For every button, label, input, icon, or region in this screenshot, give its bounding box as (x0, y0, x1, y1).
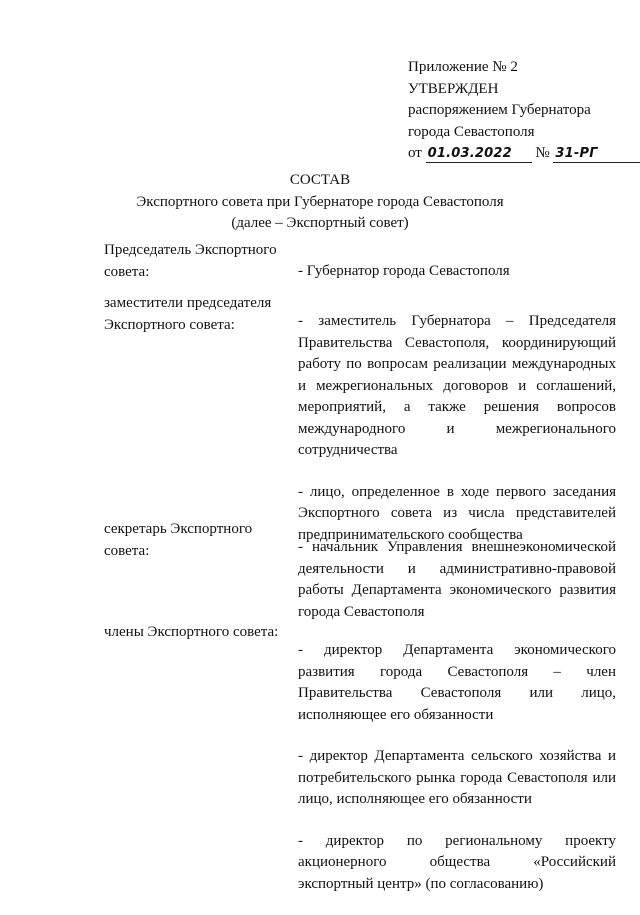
members-list (298, 261, 616, 303)
member-item: - директор Департамента сельского хозяйства и потребительского рынка города Севастополя или лицо, исполняющее его обязанности (298, 748, 616, 807)
approved-by-line-1: распоряжением Губернатора (408, 102, 591, 118)
role-label: Председатель Экспортного совета: (104, 242, 277, 280)
handwritten-number: 31-РГ (553, 145, 640, 163)
member-item: - заместитель Губернатора – Председателя Правительства Севастополя, координирующий работу по вопросам реализации международных и межрегиональных договоров и соглашений, мероприятий, а также решения вопросов международного и межрегионального сотрудничества (298, 313, 616, 458)
date-number-line (408, 143, 628, 165)
member-item: - лицо, определенное в ходе первого заседания Экспортного совета из числа представителей предпринимательского сообщества (298, 483, 616, 543)
member-item: - Губернатор города Севастополя (298, 263, 510, 279)
approval-block (408, 57, 628, 165)
member-item: - директор Департамента экономического развития города Севастополя – член Правительства Севастополя или лицо, исполняющее его обязанности (298, 642, 616, 723)
document-subtitle-1: Экспортного совета при Губернаторе города Севастополя (136, 193, 504, 210)
members-list (298, 537, 616, 643)
member-item: - начальник Управления внешнеэкономической деятельности и административно-правовой работы Департамента экономического развития города Севастополя (298, 539, 616, 620)
members-list (298, 640, 616, 915)
role-label: секретарь Экспортного совета: (104, 521, 253, 559)
document-title-block (0, 170, 640, 235)
appendix-label: Приложение № 2 (408, 59, 518, 75)
number-label: № (535, 145, 550, 161)
approved-label: УТВЕРЖДЕН (408, 80, 499, 97)
member-item: - директор по региональному проекту акционерного общества «Российский экспортный центр» (по согласованию) (298, 832, 616, 892)
role-label: члены Экспортного совета: (104, 624, 279, 640)
from-label: от (408, 145, 422, 161)
approved-by-line-2: города Севастополя (408, 123, 535, 140)
document-subtitle-2: (далее – Экспортный совет) (231, 215, 409, 231)
handwritten-date: 01.03.2022 (426, 145, 532, 163)
members-list (298, 311, 616, 566)
document-heading: СОСТАВ (289, 172, 351, 188)
role-label: заместители председателя Экспортного совета: (104, 295, 272, 333)
